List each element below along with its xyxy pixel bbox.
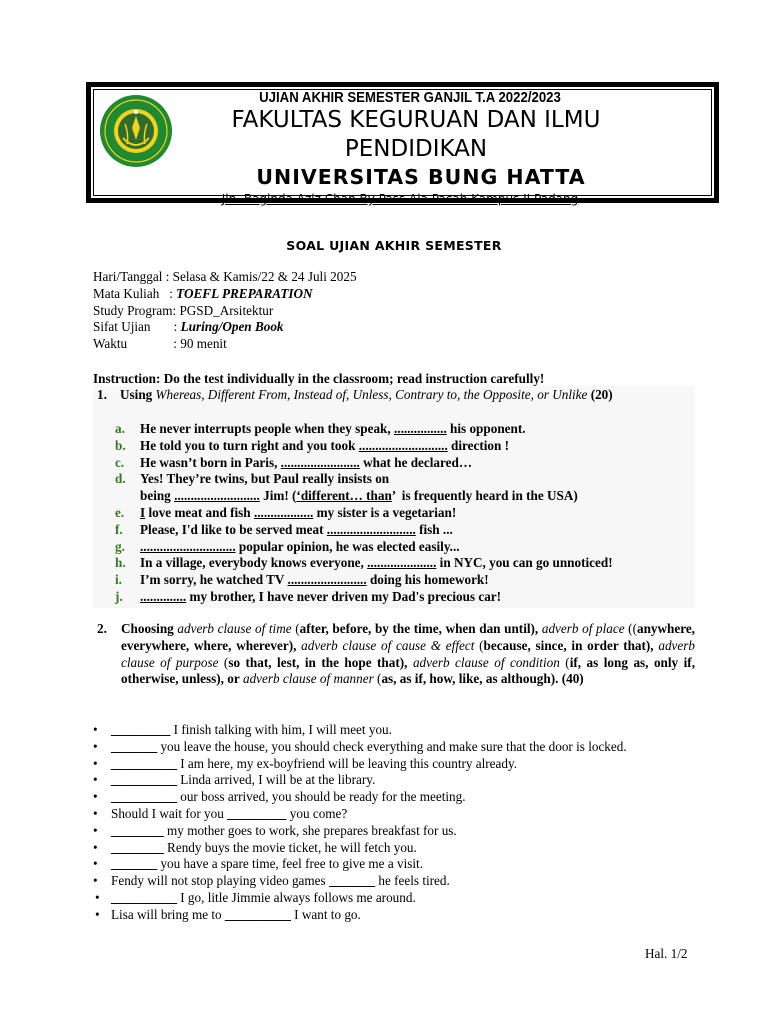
answer-blank: ...........................	[358, 437, 448, 453]
item-suffix: my brother, I have never driven my Dad's precious car!	[186, 588, 502, 604]
university-name: UNIVERSITAS BUNG HATTA	[256, 165, 586, 189]
item-text	[140, 572, 489, 588]
answer-blank: __________	[111, 889, 177, 905]
question-2-segment: adverb clause of purpose	[121, 637, 695, 670]
question-2-segment: if, as long as, only if, otherwise, unless), or	[121, 654, 695, 687]
item-letter: b.	[115, 437, 126, 453]
question-2-segment: as, as if, how, like, as although). (40)	[381, 671, 584, 687]
bullet-prefix: Fendy will not stop playing video games	[111, 873, 329, 889]
bullet-suffix: I want to go.	[290, 906, 361, 922]
item-prefix: He never interrupts people when they speak,	[140, 421, 394, 436]
answer-blank: __________	[224, 906, 291, 922]
info-separator: :	[150, 319, 181, 335]
item-suffix: doing his homework!	[366, 572, 489, 588]
answer-blank: _________	[111, 722, 171, 737]
info-separator: :	[127, 336, 181, 352]
item-underlined-phrase: ‘different… than	[296, 488, 392, 504]
item-text	[140, 471, 389, 487]
question-2-segment: because, since, in order that),	[483, 637, 654, 653]
question-2-segment: (	[218, 654, 229, 670]
info-key: Study Program:	[93, 302, 177, 318]
bullet-item	[93, 856, 693, 873]
answer-blank: ................	[393, 421, 447, 436]
item-suffix: Jim! (	[259, 488, 297, 504]
bullet-item	[93, 907, 693, 924]
info-value: Selasa & Kamis/22 & 24 Juli 2025	[172, 269, 357, 284]
question-2-segment: adverb of place	[538, 621, 625, 636]
item-underlined-word: I	[140, 504, 146, 520]
info-value: PGSD_Arsitektur	[179, 302, 274, 318]
info-value: 90 menit	[180, 336, 227, 352]
answer-blank: ...........................	[326, 521, 416, 537]
question-1-items	[115, 421, 715, 606]
question-2-segment: so that, lest, in the hope that),	[228, 654, 408, 670]
item-text	[140, 505, 456, 521]
bullet-suffix: you come?	[286, 805, 348, 821]
exam-period-heading: UJIAN AKHIR SEMESTER GANJIL T.A 2022/2023	[259, 89, 561, 106]
question-2-segment: adverb clause of time	[177, 621, 292, 636]
item-letter: j.	[115, 588, 123, 604]
bullet-item	[93, 873, 693, 890]
faculty-name	[176, 106, 656, 164]
item-letter: f.	[115, 521, 123, 537]
question-2-segment: (	[373, 671, 382, 687]
question-2-items	[93, 722, 693, 924]
bullet-suffix: he feels tired.	[375, 873, 450, 889]
answer-blank: ........................	[280, 454, 360, 470]
bullet-prefix: Should I wait for you	[111, 805, 228, 821]
answer-blank: __________	[111, 755, 177, 771]
answer-blank: ........................	[287, 572, 367, 588]
faculty-line-1: FAKULTAS KEGURUAN DAN ILMU	[231, 107, 601, 133]
question-2-segment: after, before, by the time, when dan until),	[299, 621, 539, 636]
answer-blank: __________	[111, 789, 177, 805]
info-separator: :	[159, 285, 177, 301]
item-prefix: I’m sorry, he watched TV	[140, 572, 288, 588]
answer-blank: _______	[111, 738, 158, 754]
question-terms: Whereas, Different From, Instead of, Unless, Contrary to, the Opposite, or Unlike	[155, 387, 588, 402]
info-separator: :	[162, 269, 173, 284]
question-lead: Using	[120, 387, 156, 402]
bullet-item	[93, 823, 693, 840]
item-letter: c.	[115, 454, 125, 470]
bullet-prefix: Lisa will bring me to	[111, 906, 225, 922]
item-letter: g.	[115, 538, 125, 554]
answer-blank: ________	[111, 822, 164, 838]
item-prefix: Yes! They’re twins, but Paul really insists on	[140, 471, 390, 487]
question-1-heading	[97, 387, 613, 403]
info-key: Sifat Ujian	[93, 319, 151, 335]
item-suffix: popular opinion, he was elected easily...	[235, 538, 460, 554]
question-number: 2.	[97, 621, 107, 636]
question-item	[115, 471, 715, 488]
question-2-segment: Choosing	[121, 621, 178, 636]
question-2-segment: adverb clause of manner	[239, 671, 374, 687]
question-item	[115, 589, 715, 606]
bullet-item	[93, 739, 693, 756]
answer-blank: ..................	[253, 504, 314, 520]
item-prefix: He told you to turn right and you took	[140, 437, 359, 453]
answer-blank: ________	[111, 839, 164, 855]
info-key: Mata Kuliah	[93, 285, 160, 301]
question-2-text	[121, 621, 695, 688]
question-2-segment: (	[559, 654, 570, 670]
question-item	[115, 455, 715, 472]
question-2	[97, 621, 695, 688]
question-2-segment: adverb clause of cause & effect	[296, 637, 475, 653]
question-2-segment: ((	[624, 621, 637, 636]
answer-blank: ..............	[140, 588, 187, 604]
question-2-segment: (	[474, 637, 484, 653]
bullet-item	[93, 789, 693, 806]
item-suffix: fish ...	[415, 521, 453, 537]
question-number: 1.	[97, 387, 107, 402]
bullet-item	[93, 806, 693, 823]
item-suffix: what he declared…	[359, 454, 473, 470]
answer-blank: .............................	[140, 538, 236, 554]
item-letter: a.	[115, 421, 125, 436]
bullet-item	[93, 772, 693, 789]
bullet-item	[93, 756, 693, 773]
instruction-text: Instruction: Do the test individually in the classroom; read instruction carefully!	[93, 371, 545, 386]
item-suffix: direction !	[447, 437, 510, 453]
question-item	[115, 522, 715, 539]
answer-blank: __________	[111, 772, 177, 788]
bullet-suffix: you have a spare time, feel free to give me a visit.	[157, 856, 423, 872]
item-text	[140, 421, 526, 437]
answer-blank: .....................	[367, 555, 437, 571]
info-key: Waktu	[93, 336, 128, 352]
item-text	[140, 555, 613, 571]
page-number: Hal. 1/2	[645, 946, 688, 961]
item-prefix: In a village, everybody knows everyone,	[140, 555, 368, 571]
item-text	[140, 589, 501, 605]
question-item	[115, 555, 715, 572]
answer-blank: _______	[111, 856, 158, 872]
info-row	[93, 319, 357, 336]
question-item	[115, 539, 715, 556]
question-2-segment: (	[291, 621, 300, 636]
university-address: Jln. Baginda Aziz Chan By Pass Aia Pacah Kampus II Padang	[221, 192, 579, 206]
bullet-item	[93, 722, 693, 739]
item-suffix: my sister is a vegetarian!	[313, 504, 457, 520]
item-text	[140, 438, 509, 454]
bullet-suffix: I finish talking with him, I will meet you.	[170, 722, 392, 737]
item-suffix: ’ is frequently heard in the USA)	[391, 488, 578, 504]
question-points: (20)	[587, 387, 613, 402]
item-text	[140, 539, 460, 555]
question-item	[115, 488, 715, 505]
info-row	[93, 286, 357, 303]
question-item	[115, 572, 715, 589]
bullet-suffix: I go, litle Jimmie always follows me around.	[176, 889, 416, 905]
item-letter: e.	[115, 504, 125, 520]
item-suffix: his opponent.	[446, 421, 526, 436]
info-key: Hari/Tanggal	[93, 269, 163, 284]
item-prefix: being	[140, 488, 175, 504]
exam-info	[93, 269, 357, 353]
bullet-suffix: you leave the house, you should check everything and make sure that the door is locked.	[157, 738, 627, 754]
bullet-item	[93, 890, 693, 907]
question-item	[115, 421, 715, 438]
answer-blank: ..........................	[174, 488, 260, 504]
faculty-line-2: PENDIDIKAN	[344, 136, 488, 162]
question-item	[115, 505, 715, 522]
bullet-suffix: I am here, my ex-boyfriend will be leaving this country already.	[176, 755, 518, 771]
item-letter: h.	[115, 555, 126, 571]
item-prefix: Please, I'd like to be served meat	[140, 521, 327, 537]
info-row	[93, 303, 357, 320]
document-title: SOAL UJIAN AKHIR SEMESTER	[286, 238, 502, 253]
item-suffix: in NYC, you can go unnoticed!	[436, 555, 613, 571]
info-value: TOEFL PREPARATION	[176, 285, 313, 301]
item-text	[140, 455, 472, 471]
answer-blank: _________	[227, 805, 287, 821]
item-prefix: love meat and fish	[145, 504, 254, 520]
info-row	[93, 269, 357, 286]
question-item	[115, 438, 715, 455]
bullet-suffix: my mother goes to work, she prepares breakfast for us.	[163, 822, 457, 838]
answer-blank: _______	[328, 873, 376, 889]
item-prefix: He wasn’t born in Paris,	[140, 454, 281, 470]
bullet-suffix: our boss arrived, you should be ready for the meeting.	[176, 789, 466, 805]
item-text	[140, 522, 453, 538]
bullet-suffix: Linda arrived, I will be at the library.	[176, 772, 376, 788]
item-letter: i.	[115, 572, 122, 588]
info-row	[93, 336, 357, 353]
bullet-suffix: Rendy buys the movie ticket, he will fetch you.	[163, 839, 417, 855]
question-2-segment: adverb clause of condition	[407, 654, 560, 670]
question-2-segment: anywhere, everywhere, where, wherever),	[121, 621, 695, 653]
bullet-item	[93, 840, 693, 857]
item-letter: d.	[115, 471, 126, 487]
info-value: Luring/Open Book	[180, 319, 284, 335]
item-text	[140, 488, 578, 504]
